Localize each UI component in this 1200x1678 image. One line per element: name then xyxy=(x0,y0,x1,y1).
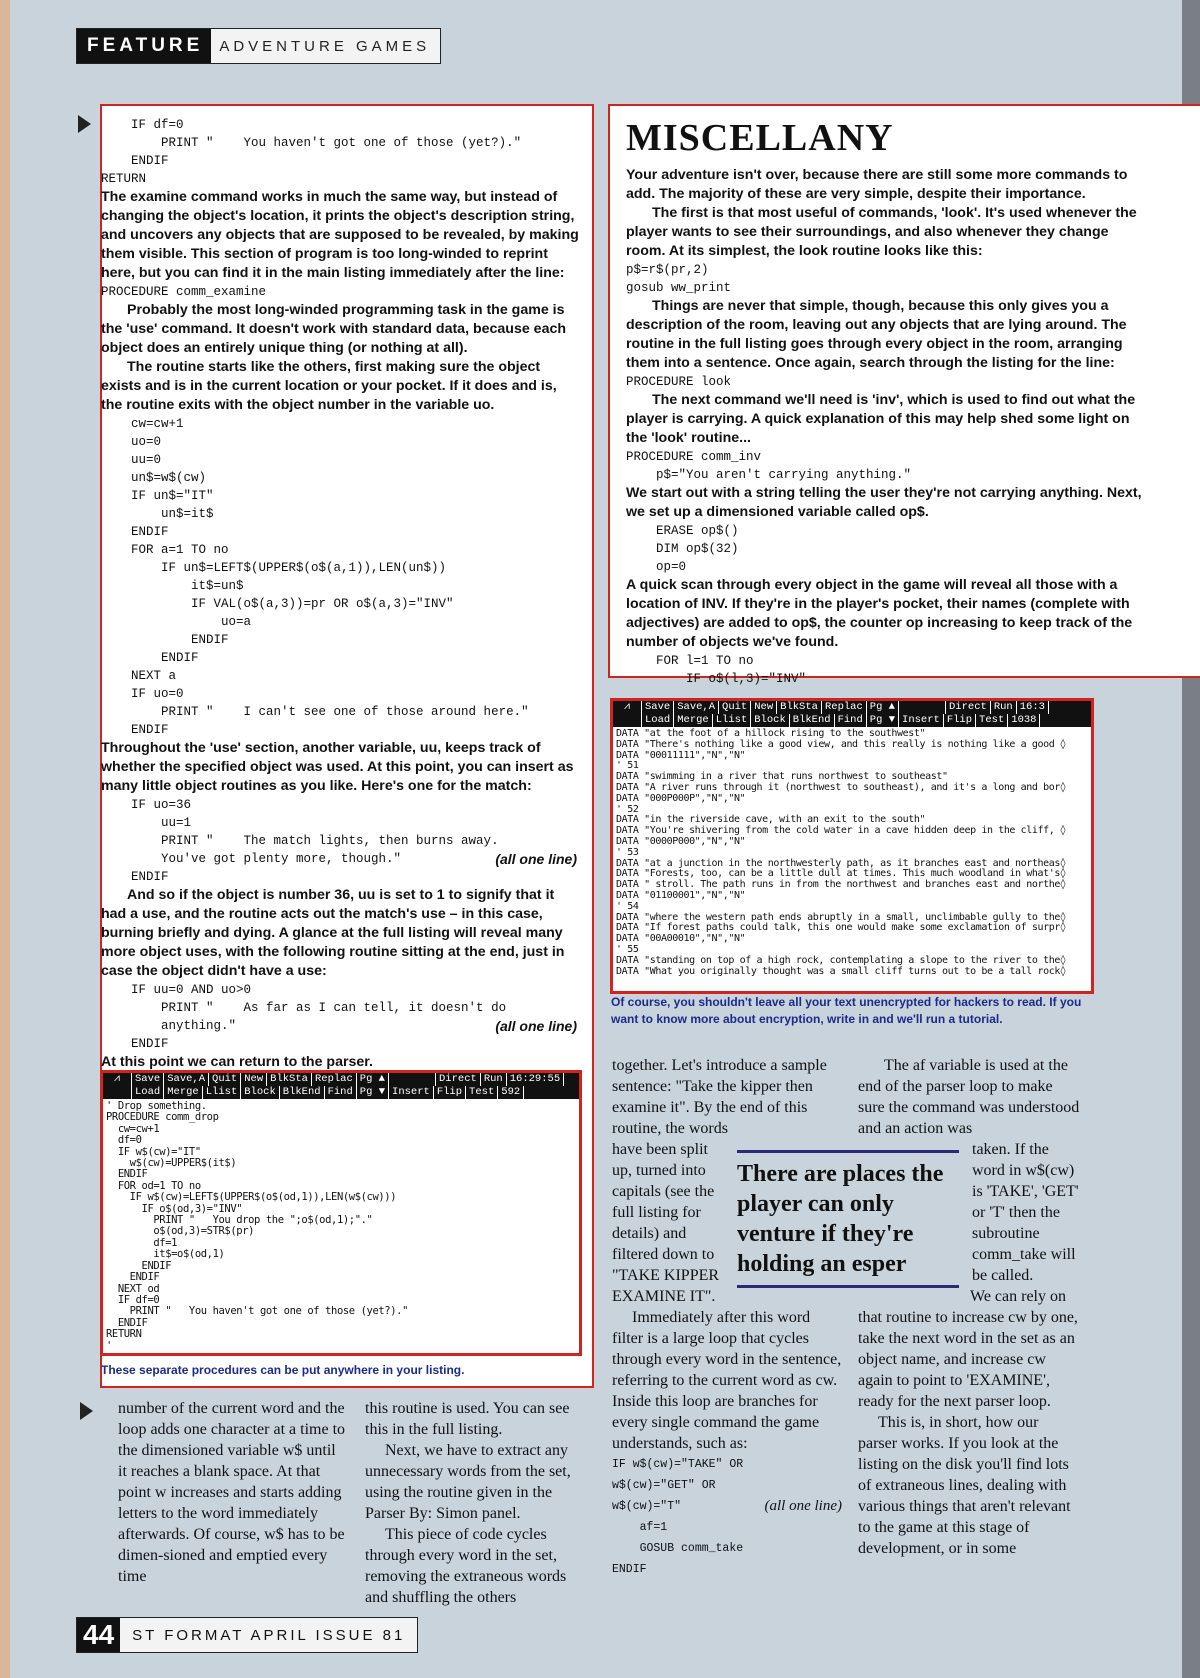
atari-logo-icon: ⩘ xyxy=(103,1073,132,1086)
menu-direct: Direct xyxy=(436,1073,481,1086)
menu-run: Run xyxy=(481,1073,507,1086)
dmenu-find: Find xyxy=(835,714,867,727)
col3-note: (all one line) xyxy=(764,1498,842,1514)
dmenu-flip: Flip xyxy=(944,714,976,727)
menu-clock: 16:29:55 xyxy=(507,1073,564,1086)
caption-encryption: Of course, you shouldn't leave all your text unencrypted for hackers to read. If you want to know more about encryption, write in and we'll run a tutorial. xyxy=(611,995,1082,1026)
section-label: FEATURE xyxy=(77,29,211,63)
paragraph-examine: The examine command works in much the same way, but instead of changing the object's location, it prints the object's description string, and uncovers any objects that are supposed to be revealed, by making them visible. This section of program is too long-winded to reprint here, but you can find it in the main listing immediately after the line: xyxy=(101,189,579,281)
code-nouse-a: IF uu=0 AND uo>0 PRINT " As far as I can tell, it doesn't do xyxy=(131,983,507,1015)
dmenu-direct: Direct xyxy=(946,701,991,714)
col3-code-a: IF w$(cw)="TAKE" OR w$(cw)="GET" OR xyxy=(612,1458,744,1492)
col4-text-c: This is, in short, how our parser works. If you look at the listing on the disk you'll find lots of extraneous lines, dealing with various things that aren't relevant to the game at this stage of development, or in some xyxy=(858,1414,1071,1557)
col2-text-a: this routine is used. You can see this in the full listing. xyxy=(365,1400,570,1438)
page-edge-left xyxy=(0,0,10,1678)
dmenu-pg-down: Pg ▼ xyxy=(867,714,899,727)
dmenu-replac: Replac xyxy=(822,701,867,714)
col4-text-narrow: taken. If the word in w$(cw) is 'TAKE', 'GET' or 'T' then the subroutine comm_take will be called. xyxy=(972,1141,1079,1284)
left-panel-content xyxy=(101,116,579,1072)
code-df-check: IF df=0 PRINT " You haven't got one of those (yet?)." ENDIF RETURN xyxy=(101,118,522,186)
column-3 xyxy=(612,1055,842,1580)
dmenu-clock: 16:3 xyxy=(1017,701,1049,714)
menu-llist: Llist xyxy=(203,1086,242,1099)
atari-logo-icon-2: ⩘ xyxy=(613,701,642,714)
column-4 xyxy=(858,1055,1080,1559)
code-look-simple: p$=r$(pr,2) gosub ww_print xyxy=(626,263,732,295)
misc-paragraph-6: A quick scan through every object in the game will reveal all those with a location of INV. If they're in the player's pocket, their names (complete with adjectives) are added to op$, the counter op increasing to keep track of the number of objects we've found. xyxy=(626,577,1133,650)
dmenu-new: New xyxy=(751,701,777,714)
col3-text-b: Immediately after this word filter is a large loop that cycles through every word in the sentence, referring to the current word as cw. Inside this loop are branches for every single command the game understands, such as: xyxy=(612,1309,842,1452)
col2-text-b: Next, we have to extract any unnecessary words from the set, using the routine given in the Parser By: Simon panel. xyxy=(365,1442,571,1522)
dmenu-llist: Llist xyxy=(713,714,752,727)
menu-flip: Flip xyxy=(434,1086,466,1099)
menu-find: Find xyxy=(325,1086,357,1099)
code-examine-proc: PROCEDURE comm_examine xyxy=(101,285,267,299)
col3-text-narrow: have been split up, turned into capitals (see the full listing for details) and filtered down to "TAKE KIPPER EXAMINE IT". xyxy=(612,1141,720,1305)
data-listing: DATA "at the foot of a hillock rising to the southwest" DATA "There's nothing like a good view, and this really is nothing like a good ◊ DATA "00011111","N","N" ' 51 DATA "swimming in a river that runs northwest to southeast" DATA "A river runs through it (northwest to southeast), and it's a long and bor◊ DATA "000P000P","N","N" ' 52 DATA "in the riverside cave, with an exit to the south" DATA "You're shivering from the cold water in a cave hidden deep in the cliff, ◊ DATA "0000P000","N","N" ' 53 DATA "at a junction in the northwesterly path, as it branches east and northeas◊ DATA "Forests, too, can be a little dull at times. This much woodland in what's◊ DATA " stroll. The path runs in from the northwest and branches east and northe◊ DATA "01100001","N","N" ' 54 DATA "where the western path ends abruptly in a small, unclimbable gully to the◊ DATA "If forest paths could talk, this one would make some exclamation of surpr◊ DATA "00A00010","N","N" ' 55 DATA "standing on top of a high rock, contemplating a slope to the river to the◊ DATA "What you originally thought was a small cliff turns out to be a tall rock◊ xyxy=(616,728,1066,977)
dmenu-spacer xyxy=(613,714,642,727)
paragraph-object-36: And so if the object is number 36, uu is set to 1 to signify that it had a use, and the routine acts out the match's use – in this case, burning briefly and dying. A glance at the full listing will reveal many more object uses, with the following routine sitting at the end, just in case the object didn't have a use: xyxy=(101,887,565,979)
code-procedure-look: PROCEDURE look xyxy=(626,375,732,389)
dmenu-block: Block xyxy=(751,714,790,727)
menu-blksta: BlkSta xyxy=(267,1073,312,1086)
dmenu-test: Test xyxy=(976,714,1008,727)
menu-new: New xyxy=(241,1073,267,1086)
misc-paragraph-4: The next command we'll need is 'inv', which is used to find out what the player is carrying. A quick explanation of this may help shed some light on the 'look' routine... xyxy=(626,392,1136,446)
continue-arrow-2 xyxy=(80,1402,93,1420)
misc-paragraph-5: We start out with a string telling the user they're not carrying anything. Next, we set up a dimensioned variable called op$. xyxy=(626,485,1142,520)
code-match-b: You've got plenty more, though." xyxy=(101,852,402,866)
col1-text: number of the current word and the loop adds one character at a time to the dimensioned variable w$ until it reaches a blank space. At that point w increases and starts adding letters to the word immediately afterwards. Of course, w$ has to be dimen-sioned and emptied every time xyxy=(118,1400,346,1585)
page-number: 44 xyxy=(77,1618,120,1652)
menu-pg-up: Pg ▲ xyxy=(357,1073,389,1086)
dmenu-load: Load xyxy=(642,714,674,727)
col2-text-c: This piece of code cycles through every word in the set, removing the extraneous words and shuffling the others xyxy=(365,1526,567,1606)
note-all-one-line: (all one line) xyxy=(495,851,577,867)
dmenu-linecount: 1038 xyxy=(1008,714,1040,727)
dmenu-save-a: Save,A xyxy=(674,701,719,714)
misc-paragraph-1: Your adventure isn't over, because there are still some more commands to add. The majority of these are very simple, despite their importance. xyxy=(626,167,1128,202)
col3-code-b: w$(cw)="T" xyxy=(612,1500,682,1513)
editor-menu-bottom xyxy=(103,1086,579,1099)
note-all-one-line-2: (all one line) xyxy=(495,1018,577,1034)
code-comm-inv: PROCEDURE comm_inv p$="You aren't carrying anything." xyxy=(626,450,912,482)
pull-quote: There are places the player can only venture if they're holding an esper xyxy=(737,1150,959,1288)
menu-insert: Insert xyxy=(389,1086,434,1099)
menu-save-a: Save,A xyxy=(164,1073,209,1086)
editor-code-drop: ' Drop something. PROCEDURE comm_drop cw=cw+1 df=0 IF w$(cw)="IT" w$(cw)=UPPER$(it$) ENDIF FOR od=1 TO no IF w$(cw)=LEFT$(UPPER$(o$(od,1)),LEN(w$(cw))) IF o$(od,3)="INV" PRINT " You drop the ";o$(od,1);"." o$(od,3)=STR$(pr) df=1 it$=o$(od,1) ENDIF ENDIF NEXT od IF df=0 PRINT " You haven't got one of those (yet?)." ENDIF RETURN ' xyxy=(106,1100,408,1352)
code-for-loop: FOR l=1 TO no IF o$(l,3)="INV" xyxy=(656,654,807,686)
dmenu-quit: Quit xyxy=(719,701,751,714)
col3-code-c: af=1 GOSUB comm_take ENDIF xyxy=(612,1521,744,1576)
code-nouse-c: ENDIF xyxy=(101,1037,169,1051)
editor-screenshot-data xyxy=(610,698,1094,994)
arrow-icon xyxy=(80,1402,93,1420)
dmenu-pg-up: Pg ▲ xyxy=(867,701,899,714)
editor-screenshot-drop xyxy=(100,1070,582,1356)
dmenu-blksta: BlkSta xyxy=(777,701,822,714)
code-use-routine: cw=cw+1 uo=0 uu=0 un$=w$(cw) IF un$="IT" un$=it$ ENDIF FOR a=1 TO no IF un$=LEFT$(UPPER$(o$(a,1)),LEN(un$)) it$=un$ IF VAL(o$(a,3))=pr OR o$(a,3)="INV" uo=a ENDIF ENDIF NEXT a IF uo=0 PRINT " I can't see one of those around here." ENDIF xyxy=(131,417,529,737)
paragraph-return-parser: At this point we can return to the parser. xyxy=(101,1054,373,1070)
issue-label: ST FORMAT APRIL ISSUE 81 xyxy=(132,1627,406,1644)
dmenu-blkend: BlkEnd xyxy=(790,714,835,727)
continue-arrow-icon xyxy=(78,115,91,133)
col4-text-top: The af variable is used at the end of the parser loop to make sure the command was understood and an action was xyxy=(858,1057,1080,1137)
data-menu-top xyxy=(613,701,1091,714)
menu-merge: Merge xyxy=(164,1086,203,1099)
col4-text-b: We can rely on that routine to increase cw by one, take the next word in the set as an object name, and increase cw again to point to 'EXAMINE', ready for the next parser loop. xyxy=(858,1288,1078,1410)
dmenu-insert: Insert xyxy=(899,714,944,727)
miscellany-title: MISCELLANY xyxy=(626,117,894,159)
misc-paragraph-2: The first is that most useful of commands, 'look'. It's used whenever the player wants to see their surroundings, and also whenever they change room. At its simplest, the look routine looks like this: xyxy=(626,205,1137,259)
page-footer xyxy=(76,1617,418,1653)
code-erase-dim: ERASE op$() DIM op$(32) op=0 xyxy=(656,524,739,574)
paragraph-use-routine: The routine starts like the others, first making sure the object exists and is in the current location or your pocket. If it does and is, the routine exits with the object number in the variable uo. xyxy=(101,359,557,413)
miscellany-content xyxy=(626,108,1146,688)
dmenu-run: Run xyxy=(991,701,1017,714)
code-nouse-b: anything." xyxy=(101,1019,237,1033)
menu-save: Save xyxy=(132,1073,164,1086)
dmenu-merge: Merge xyxy=(674,714,713,727)
data-menu-bottom xyxy=(613,714,1091,727)
menu-blank xyxy=(389,1073,436,1086)
menu-linecount: 592 xyxy=(498,1086,524,1099)
code-match-a: IF uo=36 uu=1 PRINT " The match lights, then burns away. xyxy=(131,798,499,848)
editor-menu-top xyxy=(103,1073,579,1086)
menu-pg-down: Pg ▼ xyxy=(357,1086,389,1099)
paragraph-uu-variable: Throughout the 'use' section, another variable, uu, keeps track of whether the specified object was used. At this point, you can insert as many little object routines as you like. Here's one for the match: xyxy=(101,740,574,794)
section-topic: ADVENTURE GAMES xyxy=(219,38,431,55)
menu-quit: Quit xyxy=(209,1073,241,1086)
section-header xyxy=(76,28,441,64)
menu-replac: Replac xyxy=(312,1073,357,1086)
dmenu-save: Save xyxy=(642,701,674,714)
misc-paragraph-3: Things are never that simple, though, because this only gives you a description of the room, leaving out any objects that are lying around. The routine in the full listing goes through every object in the room, arranging them into a sentence. Once again, search through the listing for the line: xyxy=(626,298,1127,371)
menu-spacer xyxy=(103,1086,132,1099)
paragraph-use-intro: Probably the most long-winded programming task in the game is the 'use' command. It doesn't work with standard data, because each object does an entirely unique thing (or nothing at all). xyxy=(101,302,567,356)
menu-load: Load xyxy=(132,1086,164,1099)
menu-blkend: BlkEnd xyxy=(280,1086,325,1099)
menu-block: Block xyxy=(241,1086,280,1099)
column-1 xyxy=(118,1398,348,1587)
column-2 xyxy=(365,1398,587,1608)
code-match-c: ENDIF xyxy=(101,870,169,884)
dmenu-blank xyxy=(899,701,946,714)
col3-text-top: together. Let's introduce a sample sentence: "Take the kipper then examine it". By the end of this routine, the words xyxy=(612,1057,827,1137)
caption-separate-procedures: These separate procedures can be put anywhere in your listing. xyxy=(101,1363,465,1377)
menu-test: Test xyxy=(466,1086,498,1099)
